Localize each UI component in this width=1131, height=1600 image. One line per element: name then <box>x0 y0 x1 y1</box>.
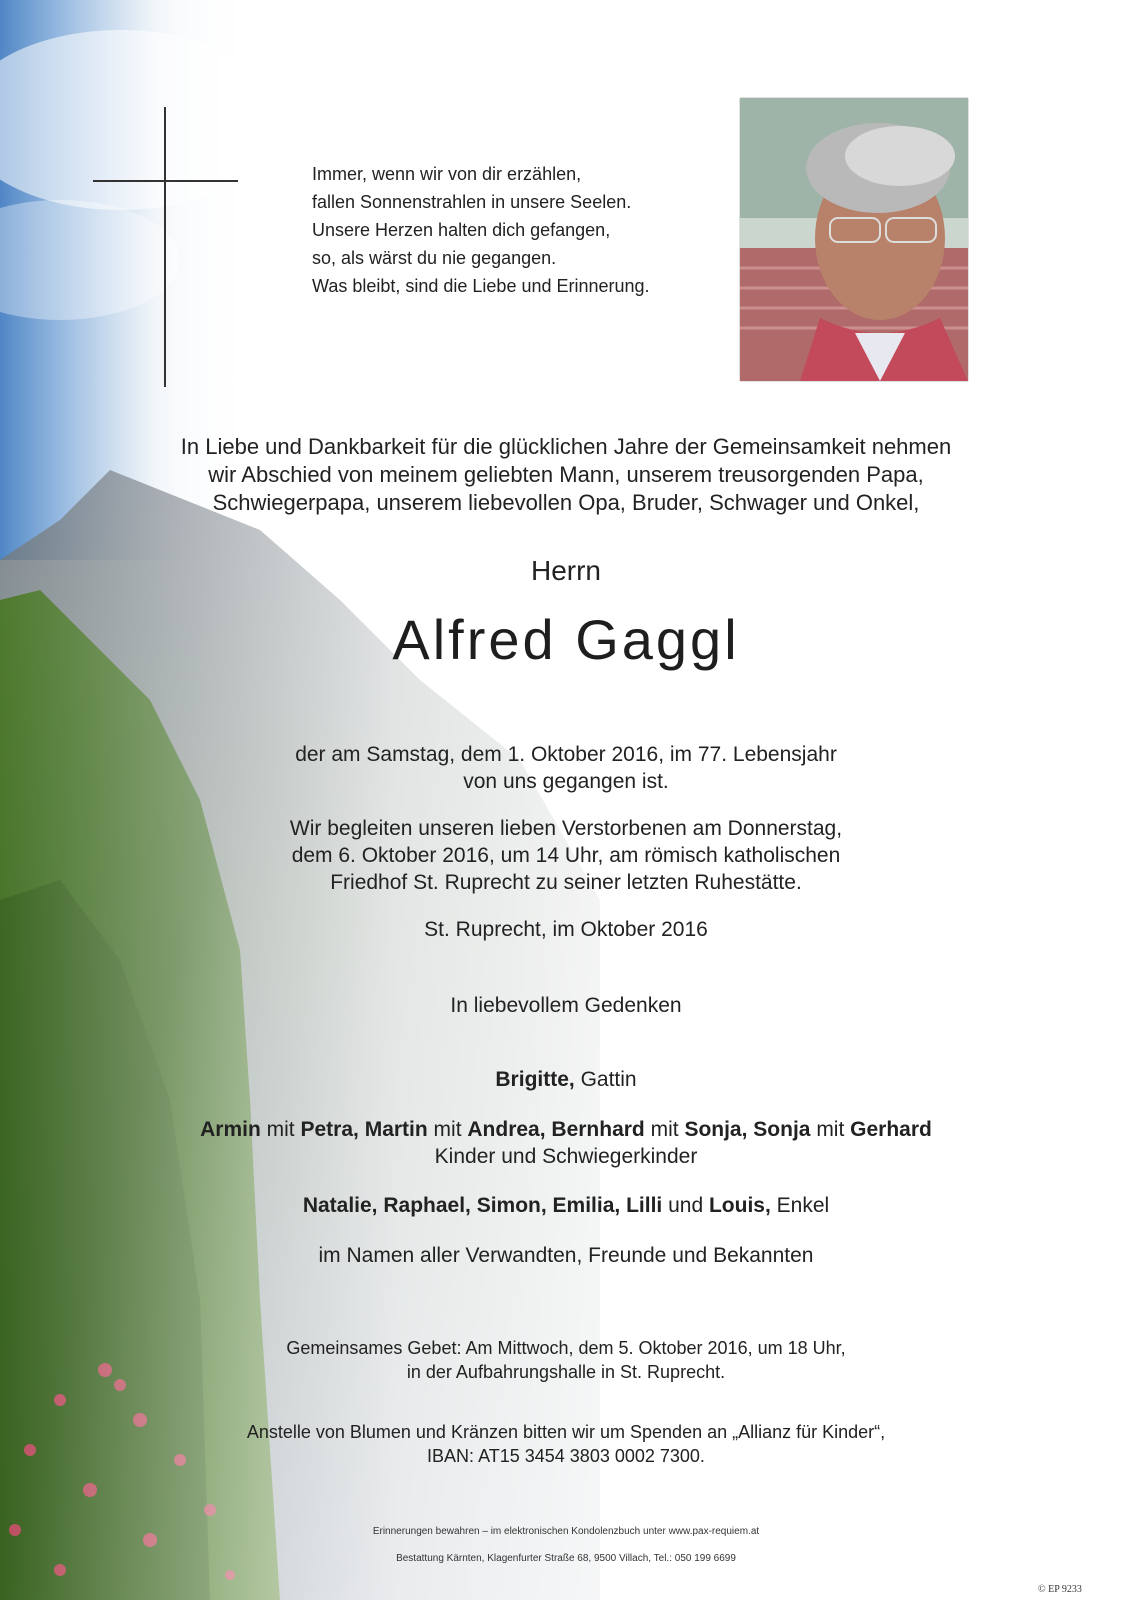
children-names <box>100 1116 1032 1143</box>
connector: mit <box>644 1118 685 1141</box>
deceased-name: Alfred Gaggl <box>392 608 740 671</box>
donation-line: Anstelle von Blumen und Kränzen bitten wir um Spenden an „Allianz für Kinder“, <box>246 1422 886 1442</box>
document-code: © EP 9233 <box>1038 1584 1082 1595</box>
poem-line: so, als wärst du nie gegangen. <box>312 248 557 268</box>
connector: mit <box>427 1118 468 1141</box>
prayer-info <box>100 1336 1032 1384</box>
donation-info <box>100 1420 1032 1468</box>
cross-vertical <box>164 107 166 387</box>
child-name: Petra, <box>300 1118 359 1141</box>
intro-line: In Liebe und Dankbarkeit für die glücklichen Jahre der Gemeinsamkeit nehmen <box>180 434 952 459</box>
funeral-line: dem 6. Oktober 2016, um 14 Uhr, am römisch katholischen <box>291 844 841 867</box>
spouse-role: Gattin <box>574 1068 637 1091</box>
place-date: St. Ruprecht, im Oktober 2016 <box>424 918 708 941</box>
donation-line: IBAN: AT15 3454 3803 0002 7300. <box>427 1446 705 1466</box>
child-name: Armin <box>200 1118 261 1141</box>
prayer-line: in der Aufbahrungshalle in St. Ruprecht. <box>406 1362 726 1382</box>
spouse-line <box>100 1066 1032 1093</box>
funeral-info <box>100 815 1032 896</box>
connector: und <box>662 1194 709 1217</box>
memory-line: In liebevollem Gedenken <box>450 994 682 1017</box>
spouse-name: Brigitte, <box>495 1068 575 1091</box>
footer-funeral-home: Bestattung Kärnten, Klagenfurter Straße 68, 9500 Villach, Tel.: 050 199 6699 <box>396 1553 736 1564</box>
funeral-line: Wir begleiten unseren lieben Verstorbenen am Donnerstag, <box>289 817 843 840</box>
poem-line: Immer, wenn wir von dir erzählen, <box>312 164 582 184</box>
intro-text <box>100 433 1032 517</box>
child-name: Sonja, <box>684 1118 748 1141</box>
funeral-line: Friedhof St. Ruprecht zu seiner letzten Ruhestätte. <box>330 871 802 894</box>
portrait-photo <box>740 98 968 381</box>
death-line: von uns gegangen ist. <box>463 770 669 793</box>
grandchildren-role: Enkel <box>770 1194 830 1217</box>
grandchild-name: Louis, <box>708 1194 771 1217</box>
grandchildren-names: Natalie, Raphael, Simon, Emilia, Lilli <box>302 1194 663 1217</box>
poem-line: Was bleibt, sind die Liebe und Erinnerung. <box>312 276 650 296</box>
death-line: der am Samstag, dem 1. Oktober 2016, im 77. Lebensjahr <box>295 743 837 766</box>
intro-line: Schwiegerpapa, unserem liebevollen Opa, Bruder, Schwager und Onkel, <box>212 490 920 515</box>
child-name: Gerhard <box>850 1118 932 1141</box>
relatives-line: im Namen aller Verwandten, Freunde und Bekannten <box>318 1244 814 1267</box>
child-name: Andrea, <box>467 1118 546 1141</box>
children-block <box>100 1116 1032 1170</box>
child-name: Sonja <box>753 1118 811 1141</box>
intro-line: wir Abschied von meinem geliebten Mann, unserem treusorgenden Papa, <box>208 462 924 487</box>
poem-line: Unsere Herzen halten dich gefangen, <box>312 220 611 240</box>
grandchildren-line <box>100 1192 1032 1219</box>
poem-line: fallen Sonnenstrahlen in unsere Seelen. <box>312 192 632 212</box>
connector: mit <box>810 1118 851 1141</box>
child-name: Martin <box>364 1118 428 1141</box>
death-info <box>100 741 1032 795</box>
children-role: Kinder und Schwiegerkinder <box>434 1145 698 1168</box>
prayer-line: Gemeinsames Gebet: Am Mittwoch, dem 5. Oktober 2016, um 18 Uhr, <box>286 1338 846 1358</box>
footer-condolence: Erinnerungen bewahren – im elektronischen Kondolenzbuch unter www.pax-requiem.at <box>372 1526 760 1537</box>
poem <box>312 160 650 300</box>
salutation: Herrn <box>530 555 601 586</box>
connector: mit <box>260 1118 301 1141</box>
cross-horizontal <box>93 180 238 182</box>
child-name: Bernhard <box>551 1118 645 1141</box>
